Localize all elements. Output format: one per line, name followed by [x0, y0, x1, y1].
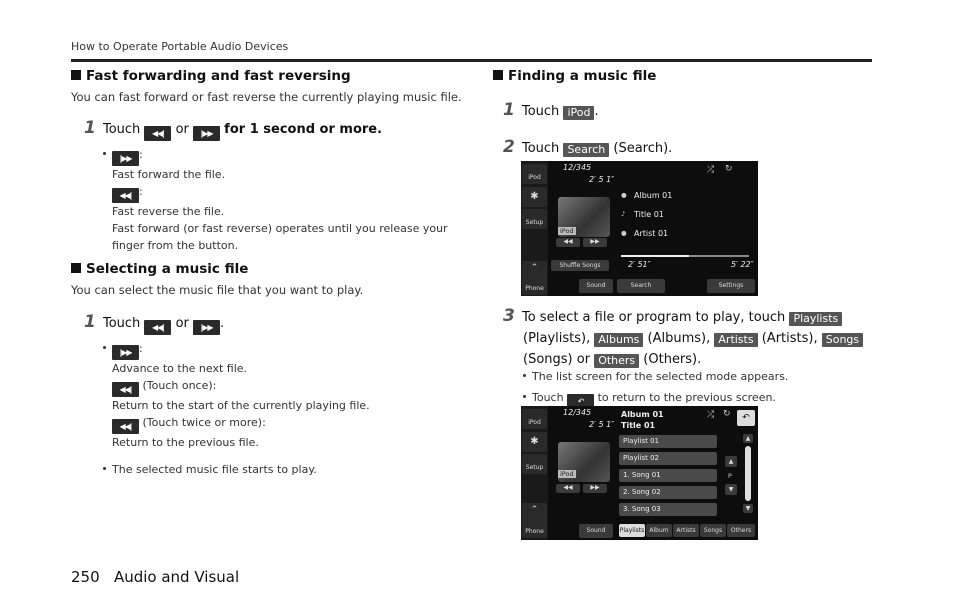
twice-desc: Return to the previous file. — [112, 436, 259, 449]
song-title: Title 01 — [621, 421, 656, 430]
step-number: 2 — [503, 137, 515, 157]
ipod-playback-screenshot — [521, 161, 758, 296]
next-desc: Advance to the next file. — [112, 362, 248, 375]
next-track-icon: ▶▶ — [583, 238, 607, 247]
artist-name: Artist 01 — [634, 229, 669, 238]
artists-button: Artists — [714, 333, 757, 347]
sidebar-phone: Phone — [522, 518, 547, 538]
songs-paren: (Songs) or — [523, 352, 591, 367]
chevron-up-icon: ⌃ — [522, 503, 547, 523]
back-arrow-icon: ↶ — [737, 410, 755, 426]
albums-button: Albums — [594, 333, 643, 347]
square-bullet-icon — [493, 70, 503, 80]
note-line-1: Fast forward (or fast reverse) operates until you release your — [112, 222, 448, 235]
shuffle-songs-button: Shuffle Songs — [551, 260, 609, 271]
skip-forward-icon: |▶▶ — [112, 345, 139, 360]
skip-back-icon: ◀◀| — [144, 320, 171, 335]
tab-others: Others — [727, 524, 755, 537]
list-item: 1. Song 01 — [619, 469, 717, 482]
person-icon: ● — [621, 229, 627, 237]
step-touch: Touch — [521, 141, 560, 156]
running-header: How to Operate Portable Audio Devices — [71, 40, 289, 53]
artists-paren: (Artists), — [761, 331, 818, 346]
bluetooth-icon: ✱ — [522, 432, 547, 452]
rev-desc: Fast reverse the file. — [112, 205, 225, 218]
art-label: iPod — [560, 227, 574, 235]
heading-text: Fast forwarding and fast reversing — [86, 68, 351, 84]
sidebar-setup: Setup — [522, 209, 547, 229]
select-step-1: 1 Touch ◀◀| or |▶▶ . — [84, 312, 224, 335]
progress-fill — [621, 255, 689, 257]
tab-songs: Songs — [700, 524, 726, 537]
tab-artists: Artists — [673, 524, 699, 537]
playlists-paren: (Playlists), — [523, 331, 591, 346]
step-number: 1 — [84, 312, 96, 332]
note-line-2: finger from the button. — [112, 239, 239, 252]
prev-track-icon: ◀◀ — [556, 238, 580, 247]
page-label: P — [728, 472, 732, 480]
album-name: Album 01 — [621, 410, 664, 419]
screen-sidebar — [521, 406, 548, 540]
select-bullet-text: The selected music file starts to play. — [112, 463, 317, 476]
bullet-dot — [523, 374, 526, 377]
screen-sidebar — [521, 161, 548, 296]
step-touch: Touch — [102, 122, 141, 137]
header-rule — [71, 59, 872, 62]
skip-forward-icon: |▶▶ — [193, 126, 220, 141]
elapsed-time: 2′ 5 1″ — [589, 420, 615, 429]
search-paren: (Search). — [613, 141, 673, 156]
step-touch: Touch — [102, 316, 141, 331]
sidebar-setup: Setup — [522, 454, 547, 474]
skip-back-icon: ◀◀| — [112, 419, 139, 434]
bluetooth-icon: ✱ — [522, 187, 547, 207]
ipod-list-screenshot — [521, 406, 758, 540]
bullet-dot — [103, 346, 106, 349]
finding-step-2 — [503, 137, 672, 157]
skip-back-icon: ◀◀| — [112, 382, 139, 397]
heading-text: Finding a music file — [508, 68, 657, 84]
next-track-icon: ▶▶ — [583, 484, 607, 493]
tab-playlists: Playlists — [619, 524, 645, 537]
step-number: 3 — [503, 306, 515, 326]
list-item: 3. Song 03 — [619, 503, 717, 516]
note-icon: ♪ — [621, 210, 626, 218]
step-or: or — [175, 122, 189, 137]
repeat-icon: ↻ — [723, 409, 731, 419]
skip-forward-icon: |▶▶ — [112, 151, 139, 166]
skip-forward-icon: |▶▶ — [193, 320, 220, 335]
ipod-button: iPod — [563, 106, 594, 120]
heading-fast-forwarding — [71, 68, 351, 84]
tab-album: Album — [646, 524, 672, 537]
once-desc: Return to the start of the currently playing file. — [112, 399, 370, 412]
progress-bar — [621, 255, 749, 257]
ff-desc: Fast forward the file. — [112, 168, 226, 181]
song-title: Title 01 — [634, 210, 664, 219]
fast-step-1 — [84, 118, 382, 141]
elapsed-time: 2′ 5 1″ — [589, 175, 615, 184]
step-touch: Touch — [521, 104, 560, 119]
sidebar-ipod: iPod — [522, 164, 547, 184]
twice-label: (Touch twice or more): — [142, 416, 266, 429]
track-count: 12/345 — [563, 408, 592, 417]
playlists-button: Playlists — [789, 312, 842, 326]
shuffle-icon: ⤮ — [707, 165, 715, 175]
page-footer — [71, 568, 239, 586]
list-item: Playlist 01 — [619, 435, 717, 448]
skip-back-icon: ◀◀| — [144, 126, 171, 141]
chapter-title: Audio and Visual — [113, 568, 240, 586]
select-bullet: |▶▶ : Advance to the next file. ◀◀| (Touch once): Return to the start of the currently playing file. ◀◀| (Touch twice or more): Return to the previous file. The selected music file starts to play. — [103, 340, 370, 478]
square-bullet-icon — [71, 263, 81, 273]
finding-step-3 — [503, 306, 863, 370]
heading-finding — [493, 68, 656, 84]
sound-button: Sound — [579, 279, 613, 293]
time-now: 2′ 51″ — [628, 260, 651, 269]
albums-paren: (Albums), — [647, 331, 711, 346]
disc-icon: ● — [621, 191, 627, 199]
page-down-icon: ▼ — [725, 484, 737, 495]
search-button: Search — [563, 143, 609, 157]
step-3-text: To select a file or program to play, touch — [521, 310, 786, 325]
finding-step-1: 1 Touch iPod . — [503, 100, 599, 120]
shuffle-icon: ⤮ — [707, 410, 715, 420]
scroll-up-icon: ▲ — [743, 434, 753, 443]
fast-bullet: |▶▶ : Fast forward the file. ◀◀| : Fast reverse the file. Fast forward (or fast reverse) operates until you release your finger from the button. — [103, 146, 448, 254]
track-count: 12/345 — [563, 163, 592, 172]
list-item: Playlist 02 — [619, 452, 717, 465]
fast-intro: You can fast forward or fast reverse the currently playing music file. — [71, 90, 462, 104]
sidebar-phone: Phone — [522, 275, 547, 295]
sidebar-ipod: iPod — [522, 409, 547, 429]
bullet-dot — [103, 467, 106, 470]
scrollbar — [745, 446, 751, 501]
step-number: 1 — [84, 118, 96, 138]
bullet-dot — [103, 152, 106, 155]
step-rest: for 1 second or more. — [224, 122, 383, 137]
once-label: (Touch once): — [142, 379, 217, 392]
bullet-2-touch: Touch — [532, 391, 564, 404]
square-bullet-icon — [71, 70, 81, 80]
bullet-2-rest: to return to the previous screen. — [597, 391, 776, 404]
step-number: 1 — [503, 100, 515, 120]
list-item: 2. Song 02 — [619, 486, 717, 499]
others-paren: (Others). — [643, 352, 702, 367]
finding-bullet-1: The list screen for the selected mode appears. — [532, 370, 789, 383]
page-up-icon: ▲ — [725, 456, 737, 467]
heading-text: Selecting a music file — [86, 261, 249, 277]
back-arrow-icon: ↶ — [567, 394, 594, 409]
step-or: or — [175, 316, 189, 331]
scroll-down-icon: ▼ — [743, 504, 753, 513]
others-button: Others — [594, 354, 639, 368]
repeat-icon: ↻ — [725, 164, 733, 174]
chevron-up-icon: ⌃ — [522, 261, 547, 281]
skip-back-icon: ◀◀| — [112, 188, 139, 203]
time-total: 5′ 22″ — [731, 260, 754, 269]
settings-button: Settings — [707, 279, 755, 293]
sound-button: Sound — [579, 524, 613, 538]
finding-bullets — [523, 366, 788, 409]
page-number: 250 — [71, 568, 100, 586]
prev-track-icon: ◀◀ — [556, 484, 580, 493]
art-label: iPod — [560, 470, 574, 478]
bullet-dot — [523, 395, 526, 398]
heading-selecting — [71, 261, 248, 277]
search-tab: Search — [617, 279, 665, 293]
album-name: Album 01 — [634, 191, 673, 200]
select-intro: You can select the music file that you want to play. — [71, 283, 364, 297]
songs-button: Songs — [822, 333, 863, 347]
